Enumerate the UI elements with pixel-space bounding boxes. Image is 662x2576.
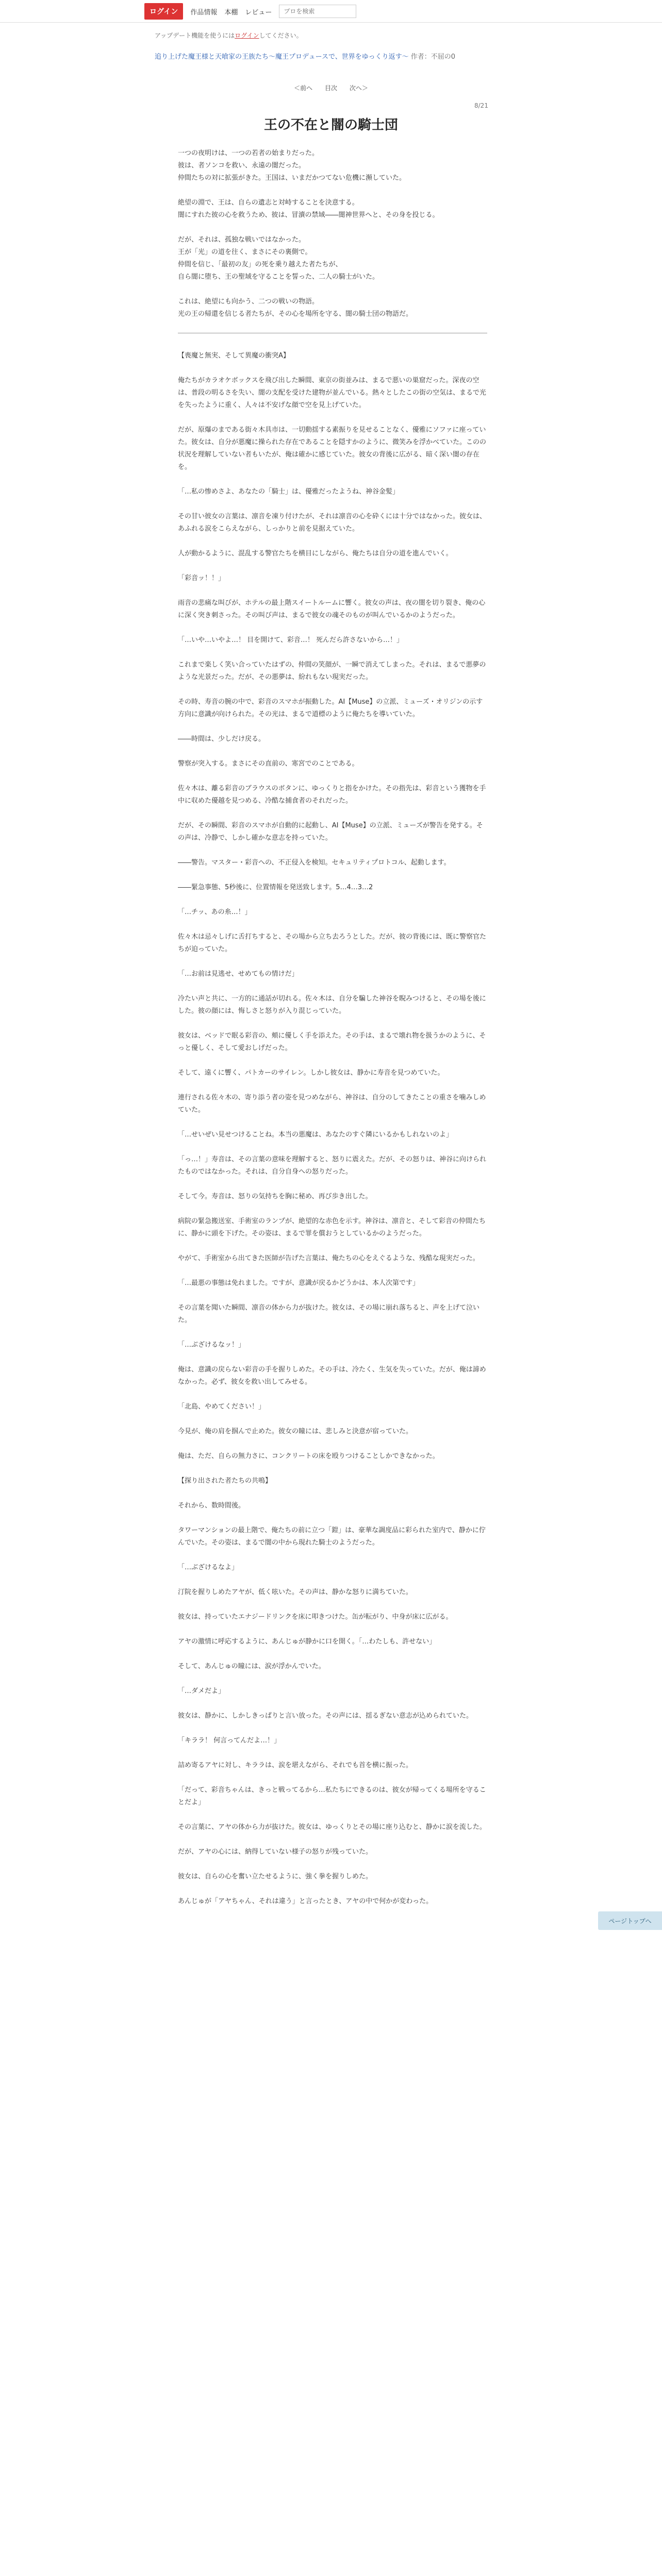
body-paragraph: 警察が突入する。まさにその直前の、寒宮でのことである。 xyxy=(178,760,359,768)
body-paragraph: 病院の緊急搬送室、手術室のランプが、絶望的な赤色を示す。神谷は、凛音と、そして彩音の仲間たちに、静かに頭を下げた。その姿は、まるで罪を償おうとしているかのようだった。 xyxy=(178,1217,486,1238)
login-notice: アップデート機能を使うにはログインしてください。 xyxy=(155,32,303,39)
body-paragraph: 「北島、やめてください！」 xyxy=(178,1403,266,1411)
body-paragraph: 絶望の淵で、王は、自らの遺志と対峙することを決意する。 闇にすれた彼の心を救うため、彼は、冒瀆の禁域――闇神世界へと、その身を投じる。 xyxy=(178,199,439,219)
body-paragraph: 「…私の惨めさよ、あなたの「騎士」は、優雅だったようね、神谷金髪」 xyxy=(178,488,400,496)
body-paragraph: 「…いや…いやよ…！ 目を開けて、彩音…！ 死んだら許さないから…！」 xyxy=(178,636,404,644)
page-counter: 8/21 xyxy=(474,102,488,109)
body-paragraph: ――警告。マスター・彩音への、不正侵入を検知。セキュリティプロトコル、起動します。 xyxy=(178,859,451,867)
author-meta: 作者：不屈の0 xyxy=(410,53,455,61)
body-paragraph: そして、遠くに響く、パトカーのサイレン。しかし彼女は、静かに寿音を見つめていた。 xyxy=(178,1069,444,1077)
breadcrumb xyxy=(155,52,507,63)
chapter-body xyxy=(178,147,487,1920)
nav-link-bookshelf[interactable]: 本棚 xyxy=(224,8,238,16)
body-paragraph: 今見が、俺の肩を掴んで止めた。彼女の瞳には、悲しみと決意が宿っていた。 xyxy=(178,1428,413,1435)
body-paragraph: 「…ダメだよ」 xyxy=(178,1687,225,1695)
body-paragraph: その甘い彼女の言葉は、凛音を凍り付けたが、それは凛音の心を砕くには十分ではなかった。彼女は、あふれる涙をこらえながら、しっかりと前を見据えていた。 xyxy=(178,513,487,533)
body-paragraph: だが、その瞬間、彩音のスマホが自動的に起動し、AI【Muse】の立派、ミューズが警告を発する。その声は、冷静で、しかし確かな意志を持っていた。 xyxy=(178,822,483,842)
body-paragraph: ――緊急事態、5秒後に、位置情報を発送致します。5…4…3…2 xyxy=(178,884,373,891)
body-paragraph: 雨音の悲痛な叫びが、ホテルの最上階スイートルームに響く。彼女の声は、夜の闇を切り裂き、俺の心に深く突き刺さった。その叫び声は、まるで彼女の魂そのものが叫んでいるかのようだった。 xyxy=(178,599,486,619)
chapter-pager xyxy=(155,83,507,92)
body-paragraph: 詰め寄るアヤに対し、キララは、涙を堪えながら、それでも首を横に振った。 xyxy=(178,1761,413,1769)
body-paragraph: 「…お前は見逃せ、せめてもの情けだ」 xyxy=(178,970,299,978)
body-paragraph: 「っ…！」寿音は、その言葉の意味を理解すると、怒りに震えた。だが、その怒りは、神谷に向けられたものではなかった。それは、自分自身への怒りだった。 xyxy=(178,1156,487,1176)
body-paragraph: そして今。寿音は、怒りの気持ちを胸に秘め、再び歩き出した。 xyxy=(178,1193,372,1200)
body-paragraph: これまで楽しく笑い合っていたはずの、仲間の笑顔が、一瞬で消えてしまった。それは、まるで悪夢のような光景だった。だが、その悪夢は、紛れもない現実だった。 xyxy=(178,661,486,681)
body-paragraph: だが、それは、孤独な戦いではなかった。 王が「光」の道を往く、まさにその裏側で。 仲間を信じ、「最初の友」の死を乗り越えた者たちが、 自ら闇に堕ち、王の聖域を守ることを誓った、二人の騎士がいた。 xyxy=(178,236,379,281)
body-paragraph: タワーマンションの最上階で、俺たちの前に立つ「鎧」は、豪華な調度品に彩られた室内で、静かに佇んでいた。その姿は、まるで闇の中から現れた騎士のようだった。 xyxy=(178,1527,486,1547)
body-paragraph: 彼女は、自らの心を奮い立たせるように、強く拳を握りしめた。 xyxy=(178,1873,373,1880)
nav-link-works[interactable]: 作品情報 xyxy=(190,8,218,16)
body-paragraph: 【探り出された者たちの共鳴】 xyxy=(178,1477,272,1485)
body-paragraph: 佐々木は、離る彩音のブラウスのボタンに、ゆっくりと指をかけた。その指先は、彩音という獲物を手中に収めた優越を見つめる、冷酷な捕食者のそれだった。 xyxy=(178,785,486,805)
body-paragraph: アヤの激情に呼応するように、あんじゅが静かに口を開く。「…わたしも、許せない」 xyxy=(178,1638,436,1646)
body-paragraph: 彼女は、静かに、しかしきっぱりと言い放った。その声には、揺るぎない意志が込められていた。 xyxy=(178,1712,473,1720)
body-paragraph: 「…ぶざけるなッ！」 xyxy=(178,1341,245,1349)
series-title-link[interactable]: 追り上げた魔王様と天喰家の王族たち～魔王プロデュースで、世界をゆっくり返す～ xyxy=(155,53,409,61)
body-paragraph: その時、寿音の腕の中で、彩音のスマホが振動した。AI【Muse】の立派、ミューズ・オリジンの示す方向に意識が向けられた。その光は、まるで道標のように俺たちを導いていた。 xyxy=(178,698,483,718)
body-paragraph: 俺は、意識の戻らない彩音の手を握りしめた。その手は、冷たく、生気を失っていた。だが、俺は諦めなかった。必ず、彼女を救い出してみせる。 xyxy=(178,1366,486,1386)
body-paragraph: 「だって、彩音ちゃんは、きっと戦ってるから…私たちにできるのは、彼女が帰ってくる場所を守ることだよ」 xyxy=(178,1786,486,1806)
body-paragraph: 連行される佐々木の、寄り添う者の姿を見つめながら、神谷は、自分のしてきたことの重さを噛みしめていた。 xyxy=(178,1094,486,1114)
body-paragraph: これは、絶望にも向かう、二つの戦いの物語。 光の王の帰還を信じる者たちが、その心を場所を守る、闇の騎士団の物語だ。 xyxy=(178,298,413,318)
body-paragraph: 彼女は、ベッドで眠る彩音の、頬に優しく手を添えた。その手は、まるで壊れ物を扱うかのように、そっと優しく、そして愛おしげだった。 xyxy=(178,1032,486,1052)
body-paragraph: 「…せいぜい見せつけることね。本当の悪魔は、あなたのすぐ隣にいるかもしれないのよ」 xyxy=(178,1131,453,1139)
nav-link-review[interactable]: レビュー xyxy=(245,8,272,16)
top-navigation-bar xyxy=(0,0,662,23)
body-paragraph: それから、数時間後。 xyxy=(178,1502,245,1510)
body-paragraph: 「…チッ、あの糸…！」 xyxy=(178,908,252,916)
body-paragraph: その言葉を聞いた瞬間、凛音の体から力が抜けた。彼女は、その場に崩れ落ちると、声を上げて泣いた。 xyxy=(178,1304,480,1324)
body-paragraph: あんじゅが「アヤちゃん、それは違う」と言ったとき、アヤの中で何かが変わった。 xyxy=(178,1897,433,1905)
body-paragraph: 人が動かるように、混乱する警官たちを横目にしながら、俺たちは自分の道を進んでいく。 xyxy=(178,550,453,557)
page-top-button[interactable]: ページトップへ xyxy=(598,1911,662,1930)
body-paragraph: 一つの夜明けは、一つの若者の始まりだった。 彼は、者ソンコを救い、永遠の闇だった。 仲間たちの対に拡張がきた。王国は、いまだかつてない危機に瀕していた。 xyxy=(178,149,406,182)
login-button[interactable]: ログイン xyxy=(144,3,183,20)
body-paragraph: だが、アヤの心には、納得していない様子の怒りが残っていた。 xyxy=(178,1848,373,1856)
body-paragraph: 【喪魔と無実、そして異魔の衝突A】 xyxy=(178,352,290,360)
body-paragraph: 「…最悪の事態は免れました。ですが、意識が戻るかどうかは、本人次第です」 xyxy=(178,1279,420,1287)
body-paragraph: だが、原爆のまである街々木具市は、一切動揺する素振りを見せることなく、優雅にソファに座っていた。彼女は、自分が悪魔に操られた存在であることを隠すかのように、微笑みを浮かべていた。このの状況を理解していない者もいたが、俺は確かに感じていた。彼女の背後に広がる、暗く深い闇の存在を。 xyxy=(178,426,487,471)
body-paragraph: 「キララ！ 何言ってんだよ…！」 xyxy=(178,1737,281,1744)
search-input[interactable] xyxy=(279,5,356,18)
next-chapter-link[interactable]: 次へ＞ xyxy=(349,84,368,92)
body-paragraph: 俺たちがカラオケボックスを飛び出した瞬間、東京の街並みは、まるで悪いの巣窟だった。深夜の空は、普段の明るさを失い、闇の支配を受けた建物が並んでいる。熱々としたこの街の空気は、まるで光を失ったように重く、人々は不安げな顔で空を見上げていた。 xyxy=(178,377,486,409)
body-paragraph: やがて、手術室から出てきた医師が告げた言葉は、俺たちの心をえぐるような、残酷な現実だった。 xyxy=(178,1255,479,1262)
chapter-title: 王の不在と闇の騎士団 xyxy=(263,117,398,133)
body-paragraph: 俺は、ただ、自らの無力さに、コンクリートの床を殴りつけることしかできなかった。 xyxy=(178,1452,439,1460)
body-paragraph: 彼女は、持っていたエナジードリンクを床に叩きつけた。缶が転がり、中身が床に広がる。 xyxy=(178,1613,453,1621)
body-paragraph: ――時間は、少しだけ戻る。 xyxy=(178,735,266,743)
body-paragraph: 佐々木は忌々しげに舌打ちすると、その場から立ち去ろうとした。だが、彼の背後には、既に警察官たちが迫っていた。 xyxy=(178,933,487,953)
body-paragraph: 「彩音ッ！！」 xyxy=(178,574,225,582)
body-paragraph: そして、あんじゅの瞳には、涙が浮かんでいた。 xyxy=(178,1663,325,1670)
body-paragraph: 汀院を握りしめたアヤが、低く呟いた。その声は、静かな怒りに満ちていた。 xyxy=(178,1588,412,1596)
body-paragraph: その言葉に、アヤの体から力が抜けた。彼女は、ゆっくりとその場に座り込むと、静かに涙を流した。 xyxy=(178,1823,486,1831)
toc-link[interactable]: 目次 xyxy=(324,84,337,92)
body-paragraph: 冷たい声と共に、一方的に通話が切れる。佐々木は、自分を騙した神谷を睨みつけると、その場を後にした。彼の顔には、悔しさと怒りが入り混じっていた。 xyxy=(178,995,486,1015)
prev-chapter-link[interactable]: ＜前へ xyxy=(294,84,313,92)
body-paragraph: 「…ぶざけるなよ」 xyxy=(178,1564,239,1571)
notice-login-link[interactable]: ログイン xyxy=(235,32,259,39)
